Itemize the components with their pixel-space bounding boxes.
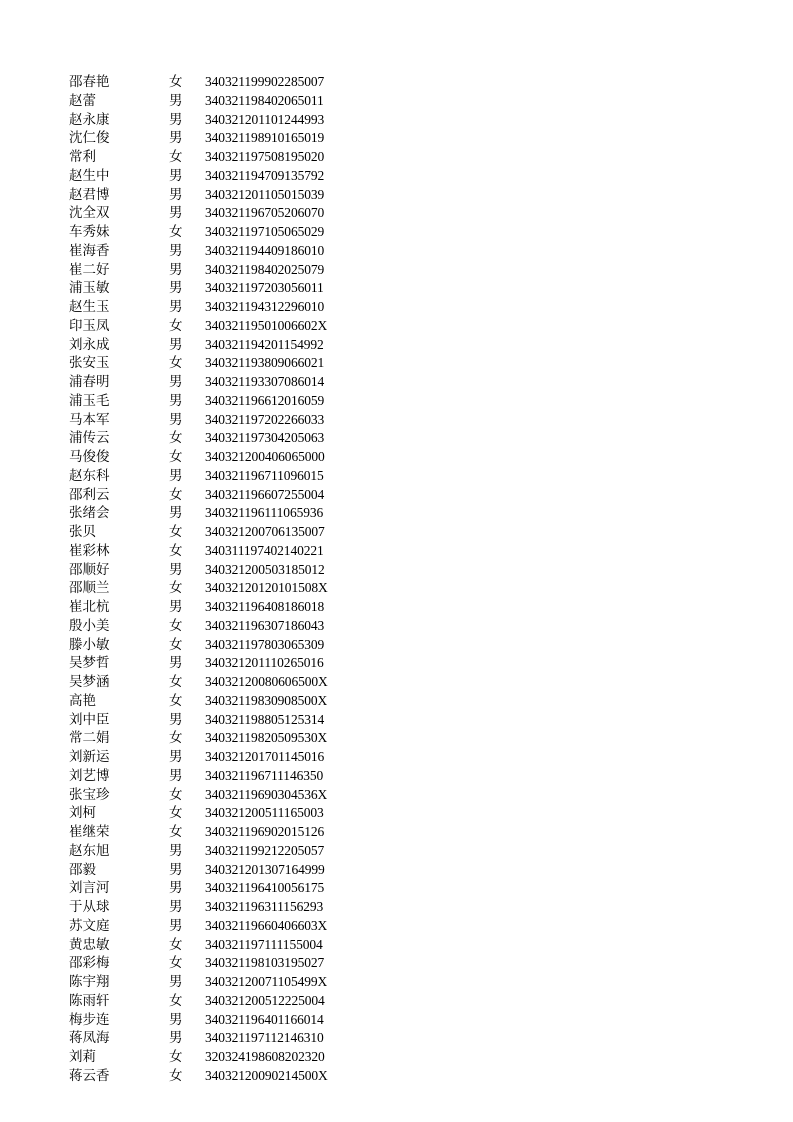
record-row — [69, 336, 369, 355]
person-gender: 女 — [169, 224, 183, 240]
person-name: 张绪会 — [69, 505, 110, 522]
person-gender: 男 — [169, 280, 183, 297]
person-gender: 男 — [169, 186, 183, 203]
person-name: 刘艺博 — [69, 767, 110, 784]
record-row — [69, 692, 369, 711]
person-gender: 女 — [169, 486, 183, 503]
person-gender: 女 — [169, 1049, 183, 1065]
person-id-number: 340321196607255004 — [205, 486, 325, 502]
record-row — [69, 542, 369, 561]
person-name: 邵顺好 — [69, 561, 110, 578]
person-id-number: 34032120090214500X — [205, 1067, 328, 1083]
person-gender: 女 — [169, 430, 183, 447]
person-name: 浦春明 — [69, 374, 110, 390]
record-row — [69, 898, 369, 917]
person-name: 赵永康 — [69, 111, 110, 128]
person-gender: 男 — [169, 261, 183, 278]
person-gender: 女 — [169, 786, 183, 803]
person-name: 吴梦哲 — [69, 655, 110, 672]
person-gender: 女 — [169, 692, 183, 709]
person-id-number: 340321196311156293 — [205, 899, 324, 914]
person-id-number: 340321197105065029 — [205, 224, 325, 239]
person-name: 陈宇翔 — [69, 974, 110, 990]
record-row — [69, 429, 369, 448]
person-gender: 女 — [169, 74, 183, 90]
person-id-number: 340321198910165019 — [205, 130, 325, 146]
person-gender: 女 — [169, 730, 183, 747]
record-row — [69, 954, 369, 973]
person-name: 刘言河 — [69, 880, 110, 897]
record-row — [69, 1048, 369, 1067]
person-gender: 女 — [169, 805, 183, 822]
person-name: 崔二好 — [69, 261, 110, 278]
record-row — [69, 242, 369, 261]
person-gender: 男 — [169, 655, 183, 672]
person-name: 崔海香 — [69, 242, 110, 259]
person-name: 常利 — [69, 149, 96, 165]
person-gender: 男 — [169, 1011, 183, 1028]
person-name: 沈仁俊 — [69, 130, 110, 147]
record-row — [69, 636, 369, 655]
record-row — [69, 1067, 369, 1086]
person-gender: 男 — [169, 711, 183, 728]
person-name: 邵利云 — [69, 486, 110, 503]
person-gender: 女 — [169, 955, 183, 972]
person-name: 刘莉 — [69, 1049, 96, 1065]
person-id-number: 340321197304205063 — [205, 430, 325, 446]
record-row — [69, 673, 369, 692]
person-gender: 男 — [169, 130, 183, 147]
person-gender: 男 — [169, 111, 183, 128]
person-name: 梅步连 — [69, 1011, 110, 1028]
person-id-number: 340321200503185012 — [205, 561, 325, 577]
person-gender: 女 — [169, 636, 183, 653]
record-row — [69, 392, 369, 411]
record-row — [69, 711, 369, 730]
person-id-number: 340321193809066021 — [205, 355, 325, 371]
person-gender: 女 — [169, 936, 183, 953]
record-row — [69, 148, 369, 167]
person-gender: 男 — [169, 92, 183, 109]
person-gender: 男 — [169, 842, 183, 859]
person-gender: 女 — [169, 317, 183, 334]
person-id-number: 340311197402140221 — [205, 542, 324, 558]
person-name: 邵春艳 — [69, 74, 110, 90]
person-gender: 男 — [169, 299, 183, 315]
person-name: 赵生玉 — [69, 299, 110, 315]
person-name: 印玉凤 — [69, 317, 110, 334]
person-id-number: 340321196307186043 — [205, 617, 325, 633]
person-id-number: 34032120080606500X — [205, 674, 328, 689]
person-gender: 男 — [169, 749, 183, 765]
person-id-number: 340321196111065936 — [205, 505, 324, 521]
person-gender: 男 — [169, 336, 183, 353]
person-id-number: 340321194709135792 — [205, 167, 325, 183]
record-row — [69, 973, 369, 992]
person-id-number: 340321197202266033 — [205, 411, 325, 427]
record-row — [69, 561, 369, 580]
record-row — [69, 504, 369, 523]
record-row — [69, 823, 369, 842]
person-gender: 男 — [169, 767, 183, 784]
person-id-number: 34032119820509530X — [205, 730, 328, 746]
person-name: 浦玉毛 — [69, 392, 110, 409]
record-row — [69, 261, 369, 280]
person-id-number: 340321198103195027 — [205, 955, 325, 971]
person-name: 陈雨轩 — [69, 992, 110, 1009]
person-gender: 女 — [169, 542, 183, 559]
record-row — [69, 523, 369, 542]
person-id-number: 340321196408186018 — [205, 599, 325, 614]
person-name: 赵东科 — [69, 467, 110, 484]
person-gender: 男 — [169, 599, 183, 615]
person-name: 崔继荣 — [69, 824, 110, 840]
person-id-number: 340321196410056175 — [205, 880, 325, 896]
record-row — [69, 579, 369, 598]
person-gender: 男 — [169, 917, 183, 934]
person-id-number: 34032119660406603X — [205, 917, 328, 933]
record-row — [69, 1029, 369, 1048]
record-row — [69, 129, 369, 148]
person-name: 赵蕾 — [69, 92, 96, 109]
person-gender: 男 — [169, 467, 183, 484]
person-name: 高艳 — [69, 692, 96, 709]
record-row — [69, 279, 369, 298]
person-id-number: 340321200706135007 — [205, 524, 325, 539]
person-id-number: 340321196711096015 — [205, 467, 324, 483]
person-id-number: 320324198608202320 — [205, 1049, 325, 1064]
person-name: 吴梦涵 — [69, 674, 110, 690]
person-gender: 女 — [169, 524, 183, 540]
record-row — [69, 186, 369, 205]
person-id-number: 340321200406065000 — [205, 449, 325, 464]
person-id-number: 340321201105015039 — [205, 186, 325, 202]
person-name: 殷小美 — [69, 617, 110, 634]
person-id-number: 340321198402025079 — [205, 261, 325, 277]
person-name: 刘柯 — [69, 805, 96, 822]
person-name: 张宝珍 — [69, 786, 110, 803]
record-row — [69, 748, 369, 767]
person-name: 蒋凤海 — [69, 1030, 110, 1047]
record-row — [69, 223, 369, 242]
person-gender: 女 — [169, 674, 183, 690]
record-row — [69, 861, 369, 880]
person-id-number: 340321193307086014 — [205, 374, 325, 389]
person-name: 邵彩梅 — [69, 955, 110, 972]
person-name: 赵东旭 — [69, 842, 110, 859]
person-id-number: 34032119690304536X — [205, 786, 328, 802]
person-name: 刘永成 — [69, 336, 110, 353]
person-gender: 男 — [169, 505, 183, 522]
person-id-number: 340321197203056011 — [205, 280, 324, 296]
person-id-number: 340321198402065011 — [205, 92, 324, 108]
record-row — [69, 92, 369, 111]
person-id-number: 340321200512225004 — [205, 992, 325, 1008]
person-id-number: 34032119501006602X — [205, 317, 328, 333]
person-gender: 女 — [169, 449, 183, 465]
person-name: 刘新运 — [69, 749, 110, 765]
record-row — [69, 1011, 369, 1030]
person-gender: 男 — [169, 974, 183, 990]
person-gender: 女 — [169, 824, 183, 840]
person-id-number: 340321196902015126 — [205, 824, 325, 839]
person-name: 滕小敏 — [69, 636, 110, 653]
person-id-number: 34032119830908500X — [205, 692, 328, 708]
person-name: 邵毅 — [69, 861, 96, 878]
record-row — [69, 992, 369, 1011]
person-id-number: 340321196401166014 — [205, 1011, 324, 1027]
person-id-number: 34032120120101508X — [205, 580, 328, 596]
person-id-number: 340321194409186010 — [205, 242, 325, 258]
person-name: 赵生中 — [69, 167, 110, 184]
person-gender: 男 — [169, 205, 183, 222]
person-id-number: 340321194312296010 — [205, 299, 325, 314]
person-gender: 男 — [169, 899, 183, 915]
person-id-number: 340321196705206070 — [205, 205, 325, 221]
person-id-number: 340321201307164999 — [205, 861, 325, 877]
record-row — [69, 467, 369, 486]
record-row — [69, 617, 369, 636]
record-row — [69, 767, 369, 786]
person-id-number: 340321201701145016 — [205, 749, 325, 764]
person-name: 常二娟 — [69, 730, 110, 747]
person-id-number: 340321196711146350 — [205, 767, 324, 783]
person-name: 沈全双 — [69, 205, 110, 222]
person-gender: 男 — [169, 374, 183, 390]
record-row — [69, 411, 369, 430]
person-gender: 女 — [169, 617, 183, 634]
record-row — [69, 598, 369, 617]
record-row — [69, 73, 369, 92]
person-id-number: 340321194201154992 — [205, 336, 324, 352]
record-row — [69, 879, 369, 898]
person-gender: 女 — [169, 355, 183, 372]
person-gender: 男 — [169, 561, 183, 578]
person-gender: 男 — [169, 242, 183, 259]
record-row — [69, 448, 369, 467]
record-row — [69, 804, 369, 823]
record-row — [69, 317, 369, 336]
record-row — [69, 204, 369, 223]
person-gender: 男 — [169, 167, 183, 184]
record-row — [69, 917, 369, 936]
person-id-number: 34032120071105499X — [205, 974, 328, 989]
person-name: 赵君博 — [69, 186, 110, 203]
person-gender: 男 — [169, 411, 183, 428]
record-row — [69, 936, 369, 955]
person-id-number: 340321196612016059 — [205, 392, 325, 408]
person-gender: 男 — [169, 1030, 183, 1047]
record-row — [69, 654, 369, 673]
record-row — [69, 298, 369, 317]
person-gender: 男 — [169, 880, 183, 897]
person-gender: 女 — [169, 580, 183, 597]
person-gender: 女 — [169, 992, 183, 1009]
person-id-number: 340321199212205057 — [205, 842, 325, 858]
person-id-number: 340321198805125314 — [205, 711, 325, 727]
person-name: 黄忠敏 — [69, 936, 110, 953]
person-name: 刘中臣 — [69, 711, 110, 728]
person-name: 车秀妹 — [69, 224, 110, 240]
person-id-number: 340321197803065309 — [205, 636, 325, 652]
record-row — [69, 111, 369, 130]
person-name: 崔彩林 — [69, 542, 110, 559]
person-name: 张贝 — [69, 524, 96, 540]
person-name: 马本军 — [69, 411, 110, 428]
person-name: 浦传云 — [69, 430, 110, 447]
person-name: 邵顺兰 — [69, 580, 110, 597]
person-name: 崔北杭 — [69, 599, 110, 615]
person-name: 浦玉敏 — [69, 280, 110, 297]
person-id-number: 340321200511165003 — [205, 805, 324, 821]
record-row — [69, 486, 369, 505]
person-id-number: 340321201101244993 — [205, 111, 325, 127]
person-gender: 女 — [169, 149, 183, 165]
record-row — [69, 167, 369, 186]
person-name: 张安玉 — [69, 355, 110, 372]
record-row — [69, 842, 369, 861]
record-row — [69, 729, 369, 748]
record-list — [69, 73, 369, 1086]
person-id-number: 340321197111155004 — [205, 936, 323, 952]
person-name: 蒋云香 — [69, 1067, 110, 1084]
person-gender: 女 — [169, 1067, 183, 1084]
person-name: 马俊俊 — [69, 449, 110, 465]
person-gender: 男 — [169, 861, 183, 878]
person-id-number: 340321197508195020 — [205, 149, 325, 164]
record-row — [69, 354, 369, 373]
person-id-number: 340321201110265016 — [205, 655, 324, 671]
record-row — [69, 786, 369, 805]
person-name: 于从球 — [69, 899, 110, 915]
person-id-number: 340321199902285007 — [205, 74, 325, 89]
person-gender: 男 — [169, 392, 183, 409]
record-row — [69, 373, 369, 392]
person-name: 苏文庭 — [69, 917, 110, 934]
person-id-number: 340321197112146310 — [205, 1030, 324, 1046]
